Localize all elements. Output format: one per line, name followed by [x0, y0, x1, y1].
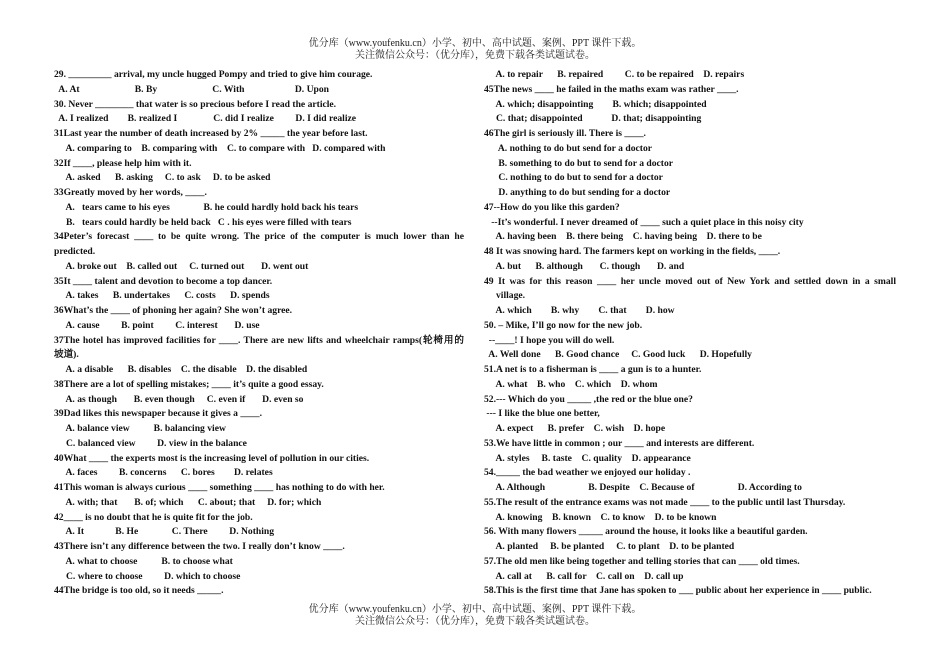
question-line: A. which B. why C. that D. how: [484, 305, 675, 316]
question-line: 56. With many flowers _____ around the house, it looks like a beautiful garden.: [484, 526, 808, 538]
question-line: 坡道).: [54, 349, 79, 361]
question-line: A. asked B. asking C. to ask D. to be asked: [54, 172, 271, 184]
question-line: 38There are a lot of spelling mistakes; ____ it’s quite a good essay.: [54, 378, 324, 390]
question-line: A. a disable B. disables C. the disable D. the disabled: [54, 364, 308, 375]
question-line: 40What ____ the experts most is the increasing level of pollution in our cities.: [54, 452, 370, 464]
question-line: A. but B. although C. though D. and: [484, 260, 685, 272]
question-line: A. call at B. call for C. call on D. call up: [484, 570, 684, 582]
page-footer: [0, 604, 950, 628]
question-line: 48 It was snowing hard. The farmers kept on working in the fields, ____.: [484, 246, 781, 257]
question-line: A. tears came to his eyes B. he could hardly hold back his tears: [54, 201, 359, 213]
page-header: [0, 38, 950, 62]
question-line: 41This woman is always curious ____ something ____ has nothing to do with her.: [54, 482, 385, 493]
question-line: A. I realized B. realized I C. did I realize D. I did realize: [54, 113, 357, 125]
question-line: A. broke out B. called out C. turned out D. went out: [54, 260, 309, 272]
question-line: 51.A net is to a fisherman is ____ a gun is to a hunter.: [484, 364, 702, 375]
question-line: C. nothing to do but to send for a doctor: [484, 172, 663, 184]
question-line: A. planted B. be planted C. to plant D. to be planted: [484, 541, 735, 552]
question-line: 37The hotel has improved facilities for ____. There are new lifts and wheelchair ramps(轮椅用的: [54, 334, 464, 346]
question-line: D. anything to do but sending for a doctor: [484, 187, 671, 198]
question-line: A. as though B. even though C. even if D. even so: [54, 393, 304, 405]
question-line: A. faces B. concerns C. bores D. relates: [54, 467, 273, 479]
question-line: A. expect B. prefer C. wish D. hope: [484, 423, 666, 434]
question-line: 34Peter’s forecast ____ to be quite wrong. The price of the computer is much lower than he: [54, 231, 464, 243]
question-line: C. balanced view D. view in the balance: [54, 437, 247, 449]
question-line: A. having been B. there being C. having being D. there to be: [484, 231, 762, 243]
question-line: A. balance view B. balancing view: [54, 423, 226, 434]
question-line: 36What’s the ____ of phoning her again? She won’t agree.: [54, 305, 293, 316]
question-line: A. At B. By C. With D. Upon: [54, 83, 329, 95]
question-line: --- I like the blue one better,: [484, 408, 600, 420]
question-line: 54._____ the bad weather we enjoyed our holiday .: [484, 467, 691, 479]
question-line: 57.The old men like being together and telling stories that can ____ old times.: [484, 555, 800, 567]
question-line: A. It B. He C. There D. Nothing: [54, 526, 275, 538]
question-line: 49 It was for this reason ____ her uncle moved out of New York and settled down in a small: [484, 275, 896, 287]
question-line: A. Although B. Despite C. Because of D. According to: [484, 482, 802, 493]
question-line: 45The news ____ he failed in the maths exam was rather ____.: [484, 83, 739, 95]
question-line: B. tears could hardly be held back C . his eyes were filled with tears: [54, 216, 352, 228]
question-line: C. that; disappointed D. that; disappointing: [484, 113, 702, 125]
question-line: A. takes B. undertakes C. costs D. spends: [54, 290, 270, 302]
question-line: 29. _________ arrival, my uncle hugged Pompy and tried to give him courage.: [54, 69, 373, 80]
footer-line-2: 关注微信公众号：（优分库），免费下载各类试题试卷。: [355, 616, 595, 627]
question-line: 46The girl is seriously ill. There is ____.: [484, 128, 646, 139]
question-line: A. with; that B. of; which C. about; that D. for; which: [54, 496, 322, 508]
question-line: 55.The result of the entrance exams was not made ____ to the public until last Thursday.: [484, 496, 846, 508]
right-column: [484, 68, 896, 599]
question-line: A. what to choose B. to choose what: [54, 555, 233, 567]
question-line: A. nothing to do but send for a doctor: [484, 142, 653, 154]
question-line: A. what B. who C. which D. whom: [484, 378, 658, 390]
question-line: A. Well done B. Good chance C. Good luck D. Hopefully: [484, 349, 752, 361]
question-line: 43There isn’t any difference between the two. I really don’t know ____.: [54, 541, 345, 552]
header-line-2: 关注微信公众号：（优分库），免费下载各类试题试卷。: [355, 50, 595, 61]
question-line: 53.We have little in common ; our ____ and interests are different.: [484, 437, 755, 449]
question-line: 33Greatly moved by her words, ____.: [54, 187, 207, 198]
question-line: A. knowing B. known C. to know D. to be known: [484, 511, 717, 523]
question-line: 47--How do you like this garden?: [484, 201, 620, 213]
question-line: A. comparing to B. comparing with C. to compare with D. compared with: [54, 142, 386, 154]
question-line: village.: [484, 290, 526, 302]
question-line: 50. – Mike, I’ll go now for the new job.: [484, 319, 643, 331]
footer-line-1: 优分库（www.youfenku.cn）小学、初中、高中试题、案例、PPT 课件下载。: [308, 604, 642, 615]
question-line: A. which; disappointing B. which; disappointed: [484, 98, 707, 110]
question-line: 35It ____ talent and devotion to become a top dancer.: [54, 275, 273, 287]
question-line: B. something to do but to send for a doctor: [484, 157, 674, 169]
question-line: predicted.: [54, 246, 96, 257]
question-line: A. cause B. point C. interest D. use: [54, 319, 260, 331]
question-line: 32If ____, please help him with it.: [54, 157, 192, 169]
question-line: 58.This is the first time that Jane has spoken to ___ public about her experience in ____ public.: [484, 585, 872, 597]
question-line: C. where to choose D. which to choose: [54, 570, 241, 582]
question-line: --____! I hope you will do well.: [484, 334, 615, 346]
question-line: A. styles B. taste C. quality D. appearance: [484, 452, 691, 464]
question-line: --It’s wonderful. I never dreamed of ____ such a quiet place in this noisy city: [484, 216, 804, 228]
question-line: 39Dad likes this newspaper because it gives a ____.: [54, 408, 262, 420]
question-line: 31Last year the number of death increased by 2% _____ the year before last.: [54, 128, 368, 139]
left-column: [54, 68, 464, 599]
question-line: 30. Never ________ that water is so precious before I read the article.: [54, 98, 337, 110]
question-line: A. to repair B. repaired C. to be repaired D. repairs: [484, 69, 745, 80]
header-line-1: 优分库（www.youfenku.cn）小学、初中、高中试题、案例、PPT 课件下载。: [308, 38, 642, 49]
question-line: 42____ is no doubt that he is quite fit for the job.: [54, 511, 253, 523]
question-line: 52.--- Which do you _____ ,the red or the blue one?: [484, 393, 693, 405]
question-line: 44The bridge is too old, so it needs _____.: [54, 585, 224, 597]
